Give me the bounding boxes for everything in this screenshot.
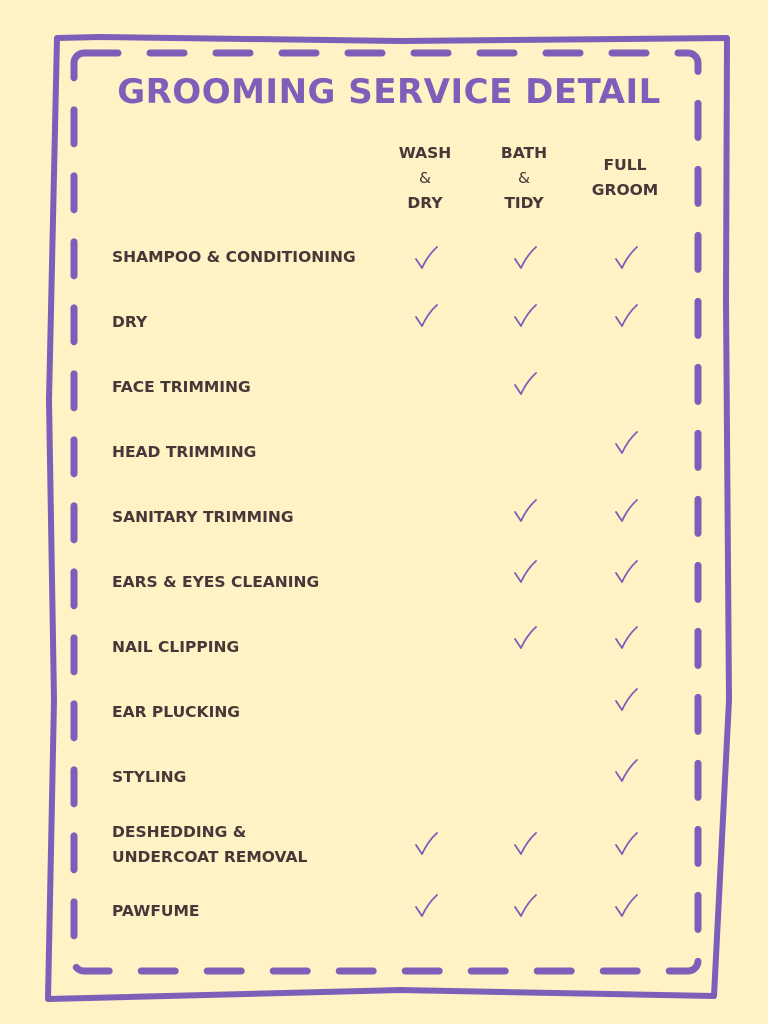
checkmark-icon [510, 369, 540, 399]
column-header-line: BATH [500, 144, 548, 162]
checkmark-icon [611, 891, 641, 921]
service-label: FACE TRIMMING [112, 377, 251, 396]
column-header-line: & [418, 169, 432, 187]
service-label: SANITARY TRIMMING [112, 507, 294, 526]
column-header-line: GROOM [591, 181, 659, 199]
service-label: SHAMPOO & CONDITIONING [112, 247, 356, 266]
service-label: PAWFUME [112, 901, 200, 920]
checkmark-icon [510, 557, 540, 587]
service-label: EARS & EYES CLEANING [112, 572, 320, 591]
service-label-line: DESHEDDING & [112, 823, 247, 841]
checkmark-icon [510, 829, 540, 859]
column-header-line: DRY [407, 194, 443, 212]
service-label: STYLING [112, 767, 187, 786]
checkmark-icon [611, 301, 641, 331]
service-label [112, 820, 307, 870]
checkmark-icon [411, 301, 441, 331]
column-header-line: & [517, 169, 531, 187]
page-title: GROOMING SERVICE DETAIL [117, 72, 661, 112]
service-label: HEAD TRIMMING [112, 442, 257, 461]
service-label: EAR PLUCKING [112, 702, 241, 721]
checkmark-icon [611, 756, 641, 786]
column-header-1 [375, 141, 475, 216]
checkmark-icon [510, 301, 540, 331]
checkmark-icon [411, 243, 441, 273]
column-header-line: TIDY [504, 194, 544, 212]
service-label: DRY [112, 312, 148, 331]
checkmark-icon [611, 496, 641, 526]
checkmark-icon [510, 496, 540, 526]
checkmark-icon [510, 243, 540, 273]
column-header-3 [575, 153, 675, 203]
checkmark-icon [611, 829, 641, 859]
checkmark-icon [611, 428, 641, 458]
checkmark-icon [510, 623, 540, 653]
checkmark-icon [411, 829, 441, 859]
service-label-line: UNDERCOAT REMOVAL [112, 848, 308, 866]
column-header-line: WASH [398, 144, 452, 162]
checkmark-icon [411, 891, 441, 921]
checkmark-icon [611, 623, 641, 653]
service-label: NAIL CLIPPING [112, 637, 240, 656]
checkmark-icon [611, 557, 641, 587]
column-header-2 [474, 141, 574, 216]
checkmark-icon [611, 243, 641, 273]
column-header-line: FULL [603, 156, 647, 174]
checkmark-icon [510, 891, 540, 921]
checkmark-icon [611, 685, 641, 715]
